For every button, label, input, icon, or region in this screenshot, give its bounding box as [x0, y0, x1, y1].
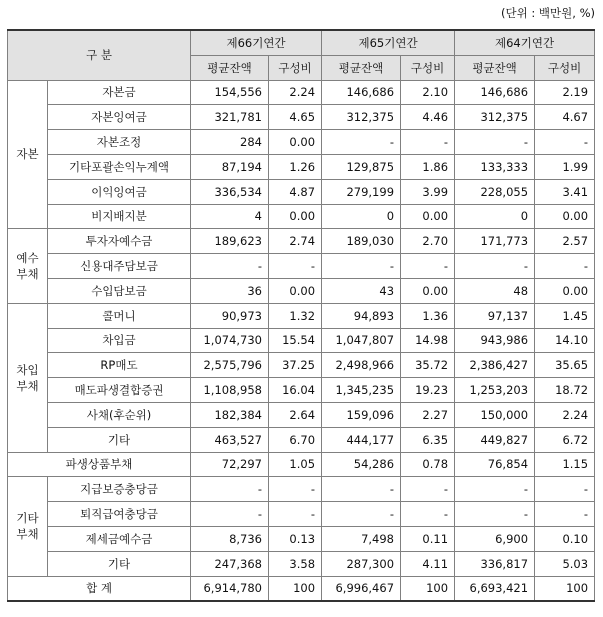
- ratio-cell: 0.13: [269, 526, 322, 551]
- avg-balance-cell: 0: [455, 204, 535, 229]
- ratio-cell: -: [535, 130, 595, 155]
- avg-balance-cell: 159,096: [322, 402, 401, 427]
- avg-balance-header: 평균잔액: [191, 55, 269, 80]
- ratio-cell: 2.64: [269, 402, 322, 427]
- avg-balance-cell: -: [455, 130, 535, 155]
- avg-balance-cell: 154,556: [191, 80, 269, 105]
- avg-balance-cell: 1,345,235: [322, 378, 401, 403]
- avg-balance-cell: 7,498: [322, 526, 401, 551]
- avg-balance-cell: 94,893: [322, 303, 401, 328]
- ratio-cell: 0.11: [401, 526, 455, 551]
- group-label: 예수 부채: [8, 229, 48, 303]
- item-label: 신용대주담보금: [48, 254, 191, 279]
- table-row: [8, 502, 595, 527]
- ratio-cell: 2.57: [535, 229, 595, 254]
- ratio-cell: 2.10: [401, 80, 455, 105]
- avg-balance-cell: 444,177: [322, 427, 401, 452]
- total-ratio-cell: 100: [535, 576, 595, 601]
- ratio-cell: 0.00: [401, 204, 455, 229]
- ratio-cell: 2.74: [269, 229, 322, 254]
- group-label: 자본: [8, 80, 48, 229]
- avg-balance-cell: 1,253,203: [455, 378, 535, 403]
- ratio-cell: -: [401, 502, 455, 527]
- ratio-cell: 1.99: [535, 154, 595, 179]
- total-balance-cell: 6,914,780: [191, 576, 269, 601]
- avg-balance-cell: 0: [322, 204, 401, 229]
- avg-balance-cell: 129,875: [322, 154, 401, 179]
- table-row: [8, 229, 595, 254]
- avg-balance-cell: 87,194: [191, 154, 269, 179]
- table-row: [8, 130, 595, 155]
- ratio-cell: 0.10: [535, 526, 595, 551]
- table-row: [8, 204, 595, 229]
- item-label: 수입담보금: [48, 278, 191, 303]
- ratio-cell: 3.41: [535, 179, 595, 204]
- item-label: 투자자예수금: [48, 229, 191, 254]
- period-header: 제66기연간: [191, 30, 322, 55]
- ratio-header: 구성비: [401, 55, 455, 80]
- table-row: [8, 303, 595, 328]
- avg-balance-cell: 72,297: [191, 452, 269, 477]
- ratio-cell: 2.19: [535, 80, 595, 105]
- avg-balance-cell: 43: [322, 278, 401, 303]
- avg-balance-cell: 97,137: [455, 303, 535, 328]
- avg-balance-cell: 1,074,730: [191, 328, 269, 353]
- ratio-cell: 1.26: [269, 154, 322, 179]
- unit-note: (단위 : 백만원, %): [501, 6, 595, 20]
- group-label: 기타 부채: [8, 477, 48, 576]
- ratio-cell: -: [269, 254, 322, 279]
- ratio-cell: 0.78: [401, 452, 455, 477]
- table-row: [8, 402, 595, 427]
- avg-balance-cell: 36: [191, 278, 269, 303]
- item-label: 차입금: [48, 328, 191, 353]
- ratio-cell: 0.00: [535, 204, 595, 229]
- table-row: [8, 80, 595, 105]
- table-body: [8, 80, 595, 601]
- ratio-cell: 14.98: [401, 328, 455, 353]
- item-label: 이익잉여금: [48, 179, 191, 204]
- avg-balance-cell: 133,333: [455, 154, 535, 179]
- ratio-cell: -: [535, 477, 595, 502]
- avg-balance-cell: -: [322, 477, 401, 502]
- ratio-cell: -: [401, 130, 455, 155]
- ratio-cell: 0.00: [535, 278, 595, 303]
- table-row: [8, 378, 595, 403]
- period-header: 제64기연간: [455, 30, 595, 55]
- ratio-cell: 3.99: [401, 179, 455, 204]
- ratio-cell: 0.00: [269, 130, 322, 155]
- avg-balance-cell: 287,300: [322, 551, 401, 576]
- ratio-cell: 0.00: [269, 204, 322, 229]
- item-label: RP매도: [48, 353, 191, 378]
- avg-balance-cell: -: [322, 502, 401, 527]
- table-row: [8, 526, 595, 551]
- avg-balance-cell: 54,286: [322, 452, 401, 477]
- avg-balance-cell: 189,623: [191, 229, 269, 254]
- avg-balance-cell: 247,368: [191, 551, 269, 576]
- item-label: 자본조정: [48, 130, 191, 155]
- ratio-cell: 2.70: [401, 229, 455, 254]
- period-header: 제65기연간: [322, 30, 455, 55]
- avg-balance-cell: 182,384: [191, 402, 269, 427]
- ratio-cell: 2.27: [401, 402, 455, 427]
- avg-balance-cell: -: [455, 477, 535, 502]
- avg-balance-cell: 6,900: [455, 526, 535, 551]
- avg-balance-cell: 8,736: [191, 526, 269, 551]
- total-label: 합 계: [8, 576, 191, 601]
- table-row: [8, 328, 595, 353]
- avg-balance-cell: 336,817: [455, 551, 535, 576]
- avg-balance-cell: 146,686: [455, 80, 535, 105]
- ratio-cell: 4.46: [401, 105, 455, 130]
- ratio-cell: 1.15: [535, 452, 595, 477]
- ratio-cell: 0.00: [269, 278, 322, 303]
- avg-balance-cell: 336,534: [191, 179, 269, 204]
- avg-balance-cell: -: [455, 254, 535, 279]
- avg-balance-cell: 2,498,966: [322, 353, 401, 378]
- table-row: [8, 179, 595, 204]
- ratio-cell: -: [401, 254, 455, 279]
- avg-balance-cell: 171,773: [455, 229, 535, 254]
- ratio-cell: 1.05: [269, 452, 322, 477]
- ratio-cell: 19.23: [401, 378, 455, 403]
- item-label: 기타: [48, 551, 191, 576]
- item-label: 사채(후순위): [48, 402, 191, 427]
- ratio-cell: -: [269, 477, 322, 502]
- table-row: [8, 254, 595, 279]
- ratio-cell: 15.54: [269, 328, 322, 353]
- item-label: 기타포괄손익누계액: [48, 154, 191, 179]
- item-label: 콜머니: [48, 303, 191, 328]
- ratio-cell: 2.24: [269, 80, 322, 105]
- avg-balance-cell: 150,000: [455, 402, 535, 427]
- category-header: 구 분: [8, 30, 191, 80]
- avg-balance-cell: 1,108,958: [191, 378, 269, 403]
- avg-balance-cell: -: [191, 502, 269, 527]
- avg-balance-cell: 189,030: [322, 229, 401, 254]
- avg-balance-cell: 2,575,796: [191, 353, 269, 378]
- ratio-cell: 3.58: [269, 551, 322, 576]
- table-row: [8, 427, 595, 452]
- avg-balance-cell: 463,527: [191, 427, 269, 452]
- ratio-cell: 1.45: [535, 303, 595, 328]
- avg-balance-cell: 4: [191, 204, 269, 229]
- item-label: 자본잉여금: [48, 105, 191, 130]
- group-label: 차입 부채: [8, 303, 48, 452]
- ratio-cell: 16.04: [269, 378, 322, 403]
- avg-balance-cell: -: [322, 130, 401, 155]
- total-balance-cell: 6,996,467: [322, 576, 401, 601]
- ratio-cell: 37.25: [269, 353, 322, 378]
- item-label: 매도파생결합증권: [48, 378, 191, 403]
- total-ratio-cell: 100: [401, 576, 455, 601]
- ratio-cell: -: [401, 477, 455, 502]
- ratio-cell: 1.36: [401, 303, 455, 328]
- total-ratio-cell: 100: [269, 576, 322, 601]
- avg-balance-cell: 90,973: [191, 303, 269, 328]
- total-balance-cell: 6,693,421: [455, 576, 535, 601]
- avg-balance-cell: 321,781: [191, 105, 269, 130]
- ratio-cell: 4.65: [269, 105, 322, 130]
- ratio-cell: 1.86: [401, 154, 455, 179]
- ratio-cell: 6.72: [535, 427, 595, 452]
- avg-balance-cell: 76,854: [455, 452, 535, 477]
- avg-balance-cell: 312,375: [455, 105, 535, 130]
- ratio-header: 구성비: [535, 55, 595, 80]
- avg-balance-cell: 48: [455, 278, 535, 303]
- table-row: [8, 477, 595, 502]
- item-label: 자본금: [48, 80, 191, 105]
- table-row: [8, 278, 595, 303]
- avg-balance-cell: 228,055: [455, 179, 535, 204]
- ratio-cell: 6.70: [269, 427, 322, 452]
- item-label: 퇴직급여충당금: [48, 502, 191, 527]
- avg-balance-cell: -: [191, 477, 269, 502]
- ratio-cell: 0.00: [401, 278, 455, 303]
- ratio-cell: 14.10: [535, 328, 595, 353]
- table-row: [8, 154, 595, 179]
- item-label: 지급보증충당금: [48, 477, 191, 502]
- ratio-cell: 1.32: [269, 303, 322, 328]
- ratio-cell: 18.72: [535, 378, 595, 403]
- table-row: [8, 452, 595, 477]
- item-label: 비지배지분: [48, 204, 191, 229]
- avg-balance-cell: -: [191, 254, 269, 279]
- avg-balance-cell: 279,199: [322, 179, 401, 204]
- item-label: 제세금예수금: [48, 526, 191, 551]
- avg-balance-cell: 312,375: [322, 105, 401, 130]
- table-row: [8, 353, 595, 378]
- ratio-cell: -: [535, 254, 595, 279]
- avg-balance-cell: 2,386,427: [455, 353, 535, 378]
- avg-balance-cell: -: [322, 254, 401, 279]
- ratio-cell: 35.65: [535, 353, 595, 378]
- avg-balance-header: 평균잔액: [322, 55, 401, 80]
- ratio-cell: 5.03: [535, 551, 595, 576]
- ratio-cell: 35.72: [401, 353, 455, 378]
- ratio-cell: 4.87: [269, 179, 322, 204]
- ratio-cell: 4.67: [535, 105, 595, 130]
- ratio-cell: 4.11: [401, 551, 455, 576]
- avg-balance-cell: 146,686: [322, 80, 401, 105]
- ratio-cell: -: [535, 502, 595, 527]
- avg-balance-cell: 1,047,807: [322, 328, 401, 353]
- avg-balance-cell: 943,986: [455, 328, 535, 353]
- row-label: 파생상품부채: [8, 452, 191, 477]
- ratio-cell: -: [269, 502, 322, 527]
- table-row: [8, 105, 595, 130]
- total-row: [8, 576, 595, 601]
- ratio-header: 구성비: [269, 55, 322, 80]
- ratio-cell: 2.24: [535, 402, 595, 427]
- avg-balance-cell: -: [455, 502, 535, 527]
- balance-table: [7, 29, 595, 602]
- ratio-cell: 6.35: [401, 427, 455, 452]
- avg-balance-header: 평균잔액: [455, 55, 535, 80]
- avg-balance-cell: 449,827: [455, 427, 535, 452]
- table-row: [8, 551, 595, 576]
- avg-balance-cell: 284: [191, 130, 269, 155]
- item-label: 기타: [48, 427, 191, 452]
